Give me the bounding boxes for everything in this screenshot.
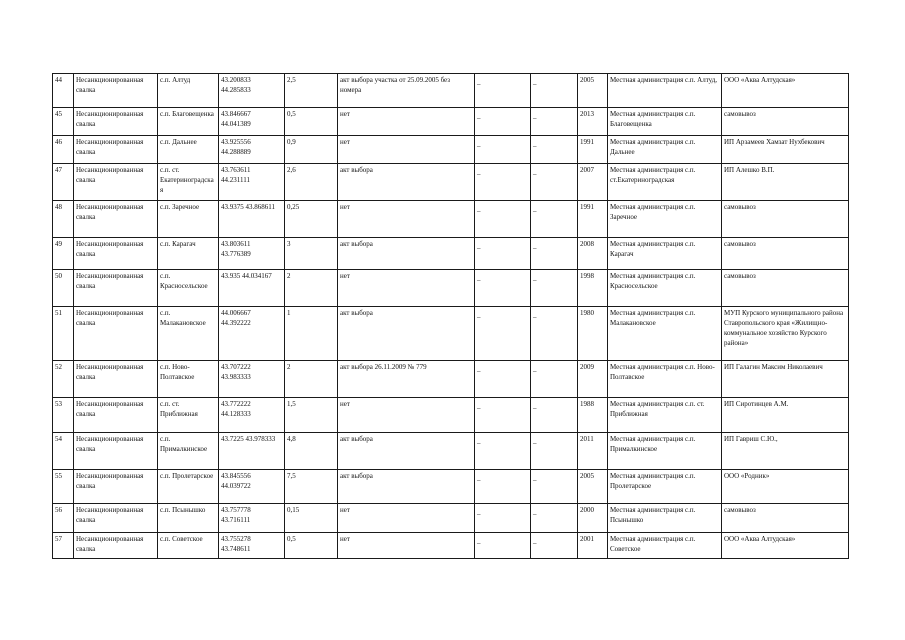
land-document-cell: нет	[338, 398, 475, 433]
dash-mark: _	[533, 168, 537, 176]
dash-mark: _	[533, 205, 537, 213]
coordinates-cell: 43.7225 43.978333	[219, 433, 285, 470]
administration-cell: Местная администрация с.п. Советское	[608, 533, 722, 559]
administration-cell: Местная администрация с.п. Дальнее	[608, 136, 722, 164]
col-dash-1-cell	[475, 361, 531, 398]
col-dash-2-cell	[531, 201, 578, 238]
year-opened-cell: 1980	[578, 307, 608, 361]
object-type-cell: Несанкционированная свалка	[74, 307, 158, 361]
col-dash-1-cell	[475, 136, 531, 164]
land-document-cell: акт выбора	[338, 433, 475, 470]
object-type-cell: Несанкционированная свалка	[74, 270, 158, 307]
dash-mark: _	[477, 508, 481, 516]
settlement-cell: с.п. Заречное	[158, 201, 219, 238]
col-dash-2-cell	[531, 307, 578, 361]
col-dash-2-cell	[531, 74, 578, 108]
coordinates-cell: 43.925556 44.288889	[219, 136, 285, 164]
dash-mark: _	[533, 242, 537, 250]
settlement-cell: с.п. Ново-Полтавское	[158, 361, 219, 398]
col-dash-2-cell	[531, 533, 578, 559]
operator-cell: ИП Сиротинцев А.М.	[722, 398, 849, 433]
coordinates-cell: 43.200833 44.285833	[219, 74, 285, 108]
col-dash-1-cell	[475, 270, 531, 307]
year-opened-cell: 2005	[578, 470, 608, 504]
settlement-cell: с.п. Дальнее	[158, 136, 219, 164]
table-row	[53, 238, 849, 270]
table-row	[53, 533, 849, 559]
land-document-cell: нет	[338, 136, 475, 164]
dash-mark: _	[533, 112, 537, 120]
object-type-cell: Несанкционированная свалка	[74, 74, 158, 108]
area-ha-cell: 0,9	[285, 136, 338, 164]
object-type-cell: Несанкционированная свалка	[74, 108, 158, 136]
col-dash-1-cell	[475, 164, 531, 201]
area-ha-cell: 0,25	[285, 201, 338, 238]
table-row	[53, 307, 849, 361]
row-number-cell: 54	[53, 433, 74, 470]
row-number-cell: 44	[53, 74, 74, 108]
object-type-cell: Несанкционированная свалка	[74, 504, 158, 533]
administration-cell: Местная администрация с.п. Карагач	[608, 238, 722, 270]
col-dash-1-cell	[475, 307, 531, 361]
object-type-cell: Несанкционированная свалка	[74, 470, 158, 504]
coordinates-cell: 43.707222 43.983333	[219, 361, 285, 398]
col-dash-1-cell	[475, 108, 531, 136]
land-document-cell: нет	[338, 201, 475, 238]
dash-mark: _	[533, 78, 537, 86]
land-document-cell: нет	[338, 504, 475, 533]
col-dash-1-cell	[475, 533, 531, 559]
land-document-cell: акт выбора	[338, 307, 475, 361]
dash-mark: _	[477, 242, 481, 250]
settlement-cell: с.п. Псынышко	[158, 504, 219, 533]
coordinates-cell: 43.763611 44.231111	[219, 164, 285, 201]
object-type-cell: Несанкционированная свалка	[74, 533, 158, 559]
col-dash-1-cell	[475, 398, 531, 433]
area-ha-cell: 2	[285, 270, 338, 307]
settlement-cell: с.п. Малакановское	[158, 307, 219, 361]
year-opened-cell: 2000	[578, 504, 608, 533]
col-dash-2-cell	[531, 470, 578, 504]
col-dash-2-cell	[531, 164, 578, 201]
dash-mark: _	[477, 402, 481, 410]
table-row	[53, 74, 849, 108]
table-body	[53, 74, 849, 559]
col-dash-2-cell	[531, 270, 578, 307]
operator-cell: самовывоз	[722, 108, 849, 136]
table-row	[53, 361, 849, 398]
year-opened-cell: 1988	[578, 398, 608, 433]
dash-mark: _	[533, 402, 537, 410]
settlement-cell: с.п. Пролетарское	[158, 470, 219, 504]
administration-cell: Местная администрация с.п. Красносельское	[608, 270, 722, 307]
area-ha-cell: 2,6	[285, 164, 338, 201]
settlement-cell: с.п. Прималкинское	[158, 433, 219, 470]
year-opened-cell: 2008	[578, 238, 608, 270]
table-row	[53, 108, 849, 136]
administration-cell: Местная администрация с.п. Малакановское	[608, 307, 722, 361]
coordinates-cell: 43.935 44.034167	[219, 270, 285, 307]
year-opened-cell: 1998	[578, 270, 608, 307]
coordinates-cell: 43.772222 44.128333	[219, 398, 285, 433]
object-type-cell: Несанкционированная свалка	[74, 136, 158, 164]
object-type-cell: Несанкционированная свалка	[74, 398, 158, 433]
coordinates-cell: 44.006667 44.392222	[219, 307, 285, 361]
row-number-cell: 55	[53, 470, 74, 504]
col-dash-2-cell	[531, 433, 578, 470]
administration-cell: Местная администрация с.п. Алтуд,	[608, 74, 722, 108]
row-number-cell: 47	[53, 164, 74, 201]
coordinates-cell: 43.755278 43.748611	[219, 533, 285, 559]
col-dash-1-cell	[475, 201, 531, 238]
settlement-cell: с.п. Советское	[158, 533, 219, 559]
dash-mark: _	[533, 537, 537, 545]
area-ha-cell: 3	[285, 238, 338, 270]
dash-mark: _	[477, 168, 481, 176]
area-ha-cell: 2,5	[285, 74, 338, 108]
row-number-cell: 49	[53, 238, 74, 270]
row-number-cell: 45	[53, 108, 74, 136]
col-dash-2-cell	[531, 504, 578, 533]
operator-cell: МУП Курского муниципального района Ставропольского края «Жилищно-коммунальное хозяйство Курского района»	[722, 307, 849, 361]
operator-cell: самовывоз	[722, 201, 849, 238]
landfill-register-table	[52, 73, 849, 559]
col-dash-2-cell	[531, 108, 578, 136]
area-ha-cell: 0,15	[285, 504, 338, 533]
administration-cell: Местная администрация с.п. ст.Екатериноградская	[608, 164, 722, 201]
col-dash-2-cell	[531, 136, 578, 164]
land-document-cell: нет	[338, 270, 475, 307]
area-ha-cell: 0,5	[285, 533, 338, 559]
dash-mark: _	[477, 112, 481, 120]
row-number-cell: 51	[53, 307, 74, 361]
coordinates-cell: 43.845556 44.039722	[219, 470, 285, 504]
dash-mark: _	[477, 311, 481, 319]
col-dash-1-cell	[475, 238, 531, 270]
col-dash-1-cell	[475, 504, 531, 533]
table-row	[53, 504, 849, 533]
year-opened-cell: 1991	[578, 201, 608, 238]
dash-mark: _	[477, 140, 481, 148]
row-number-cell: 52	[53, 361, 74, 398]
land-document-cell: акт выбора	[338, 164, 475, 201]
operator-cell: ИП Галагин Максим Николаевич	[722, 361, 849, 398]
dash-mark: _	[477, 205, 481, 213]
land-document-cell: акт выбора участка от 25.09.2005 без номера	[338, 74, 475, 108]
table-row	[53, 270, 849, 307]
table-row	[53, 433, 849, 470]
dash-mark: _	[533, 474, 537, 482]
operator-cell: самовывоз	[722, 270, 849, 307]
coordinates-cell: 43.757778 43.716111	[219, 504, 285, 533]
settlement-cell: с.п. Алтуд	[158, 74, 219, 108]
dash-mark: _	[533, 437, 537, 445]
row-number-cell: 48	[53, 201, 74, 238]
dash-mark: _	[533, 365, 537, 373]
administration-cell: Местная администрация с.п. Псынышко	[608, 504, 722, 533]
operator-cell: самовывоз	[722, 504, 849, 533]
table-row	[53, 201, 849, 238]
land-document-cell: акт выбора 26.11.2009 № 779	[338, 361, 475, 398]
table-row	[53, 398, 849, 433]
object-type-cell: Несанкционированная свалка	[74, 361, 158, 398]
administration-cell: Местная администрация с.п. ст. Приближная	[608, 398, 722, 433]
col-dash-1-cell	[475, 74, 531, 108]
coordinates-cell: 43.803611 43.776389	[219, 238, 285, 270]
dash-mark: _	[477, 274, 481, 282]
area-ha-cell: 4,8	[285, 433, 338, 470]
dash-mark: _	[533, 274, 537, 282]
year-opened-cell: 1991	[578, 136, 608, 164]
administration-cell: Местная администрация с.п. Ново-Полтавское	[608, 361, 722, 398]
administration-cell: Местная администрация с.п. Заречное	[608, 201, 722, 238]
land-document-cell: акт выбора	[338, 470, 475, 504]
coordinates-cell: 43.9375 43.868611	[219, 201, 285, 238]
area-ha-cell: 1,5	[285, 398, 338, 433]
row-number-cell: 46	[53, 136, 74, 164]
dash-mark: _	[533, 311, 537, 319]
coordinates-cell: 43.846667 44.041389	[219, 108, 285, 136]
settlement-cell: с.п. Благовещенка	[158, 108, 219, 136]
dash-mark: _	[533, 508, 537, 516]
year-opened-cell: 2005	[578, 74, 608, 108]
operator-cell: ООО «Аква Алтудская»	[722, 74, 849, 108]
col-dash-2-cell	[531, 238, 578, 270]
administration-cell: Местная администрация с.п. Прималкинское	[608, 433, 722, 470]
col-dash-2-cell	[531, 398, 578, 433]
area-ha-cell: 7,5	[285, 470, 338, 504]
settlement-cell: с.п. ст. Приближная	[158, 398, 219, 433]
operator-cell: ООО «Аква Алтудская»	[722, 533, 849, 559]
administration-cell: Местная администрация с.п. Пролетарское	[608, 470, 722, 504]
object-type-cell: Несанкционированная свалка	[74, 238, 158, 270]
row-number-cell: 53	[53, 398, 74, 433]
operator-cell: ИП Алешко В.П.	[722, 164, 849, 201]
operator-cell: самовывоз	[722, 238, 849, 270]
table-row	[53, 136, 849, 164]
row-number-cell: 57	[53, 533, 74, 559]
dash-mark: _	[477, 474, 481, 482]
col-dash-1-cell	[475, 433, 531, 470]
year-opened-cell: 2011	[578, 433, 608, 470]
operator-cell: ООО «Родник»	[722, 470, 849, 504]
settlement-cell: с.п. ст. Екатериноградская	[158, 164, 219, 201]
land-document-cell: нет	[338, 108, 475, 136]
row-number-cell: 50	[53, 270, 74, 307]
land-document-cell: акт выбора	[338, 238, 475, 270]
table-row	[53, 470, 849, 504]
dash-mark: _	[477, 78, 481, 86]
operator-cell: ИП Арзамеев Хамзат Нухбекович	[722, 136, 849, 164]
year-opened-cell: 2013	[578, 108, 608, 136]
object-type-cell: Несанкционированная свалка	[74, 201, 158, 238]
area-ha-cell: 1	[285, 307, 338, 361]
object-type-cell: Несанкционированная свалка	[74, 164, 158, 201]
settlement-cell: с.п. Красносельское	[158, 270, 219, 307]
area-ha-cell: 2	[285, 361, 338, 398]
table-row	[53, 164, 849, 201]
dash-mark: _	[533, 140, 537, 148]
year-opened-cell: 2009	[578, 361, 608, 398]
area-ha-cell: 0,5	[285, 108, 338, 136]
dash-mark: _	[477, 437, 481, 445]
year-opened-cell: 2001	[578, 533, 608, 559]
dash-mark: _	[477, 537, 481, 545]
year-opened-cell: 2007	[578, 164, 608, 201]
row-number-cell: 56	[53, 504, 74, 533]
dash-mark: _	[477, 365, 481, 373]
object-type-cell: Несанкционированная свалка	[74, 433, 158, 470]
col-dash-2-cell	[531, 361, 578, 398]
col-dash-1-cell	[475, 470, 531, 504]
settlement-cell: с.п. Карагач	[158, 238, 219, 270]
operator-cell: ИП Гавриш С.Ю.,	[722, 433, 849, 470]
administration-cell: Местная администрация с.п. Благовещенка	[608, 108, 722, 136]
land-document-cell: нет	[338, 533, 475, 559]
